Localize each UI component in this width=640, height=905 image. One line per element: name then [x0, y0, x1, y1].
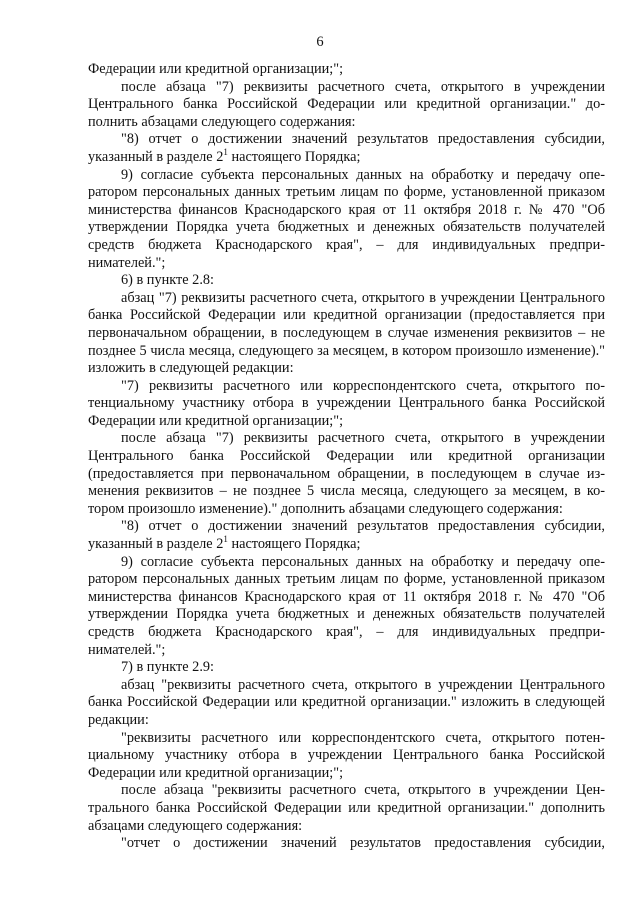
paragraph-text: Федерации или кредитной организации;"; — [88, 61, 344, 77]
paragraph-text: 9) согласие субъекта персональных данных на обработку и передачу оператором персональных данных третьим лицам по форме, установленной приказом министерства финансов Краснодарского края от 11 октября 2018 г. № 470 "Об утверждении Порядка учета бюджетных и денежных обязательств получателей средств бюджета Краснодарского края", – для индивидуальных предпринимателей."; — [88, 166, 605, 271]
paragraph-text: 9) согласие субъекта персональных данных на обработку и передачу оператором персональных данных третьим лицам по форме, установленной приказом министерства финансов Краснодарского края от 11 октября 2018 г. № 470 "Об утверждении Порядка учета бюджетных и денежных обязательств получателей средств бюджета Краснодарского края", – для индивидуальных предпринимателей."; — [88, 553, 605, 658]
paragraph-text: "отчет о достижении значений результатов предоставления субсидии, — [121, 835, 605, 852]
paragraph — [88, 677, 605, 730]
paragraph — [88, 659, 605, 677]
paragraph-text-continued: настоящего Порядка; — [227, 148, 361, 165]
paragraph — [88, 131, 605, 166]
paragraph — [88, 378, 605, 431]
paragraph-text: "7) реквизиты расчетного или корреспондентского счета, открытого потенциальному участнику отбора в учреждении Центрального банка Российской Федерации или кредитной организации;"; — [88, 377, 605, 429]
paragraph-text: после абзаца "реквизиты расчетного счета, открытого в учреждении Центрального банка Российской Федерации или кредитной организации." дополнить абзацами следующего содержания: — [88, 782, 605, 834]
paragraph-text: "8) отчет о достижении значений результатов предоставления субсидии, указанный в разделе 2 — [88, 518, 605, 553]
paragraph — [88, 430, 605, 518]
paragraph — [88, 730, 605, 783]
page-number: 6 — [316, 34, 324, 50]
paragraph-text: абзац "реквизиты расчетного счета, открытого в учреждении Центрального банка Российской Федерации или кредитной организации." изложить в следующей редакции: — [88, 676, 605, 728]
paragraph-text: абзац "7) реквизиты расчетного счета, открытого в учреждении Центрального банка Российской Федерации или кредитной организации (предоставляется при первоначальном обращении, в последующем в случае изменения реквизитов – не позднее 5 числа месяца, следующего за месяцем, в котором произошло изменение)." изложить в следующей редакции: — [88, 289, 605, 377]
paragraph-text-continued: настоящего Порядка; — [227, 536, 361, 553]
paragraph-text: "реквизиты расчетного или корреспондентского счета, открытого потенциальному участнику отбора в учреждении Центрального банка Российской Федерации или кредитной организации;"; — [88, 729, 605, 781]
paragraph — [88, 167, 605, 273]
superscript: 1 — [223, 146, 228, 157]
paragraph-text: после абзаца "7) реквизиты расчетного счета, открытого в учреждении Центрального банка Российской Федерации или кредитной организации." дополнить абзацами следующего содержания: — [88, 78, 605, 130]
paragraph-text: 7) в пункте 2.9: — [121, 659, 215, 676]
paragraph — [88, 554, 605, 660]
paragraph — [88, 782, 605, 835]
paragraph — [88, 290, 605, 378]
superscript: 1 — [223, 534, 228, 545]
paragraph-text: после абзаца "7) реквизиты расчетного счета, открытого в учреждении Центрального банка Российской Федерации или кредитной организации (предоставляется при первоначальном обращении, в последующем в случае изменения реквизитов – не позднее 5 числа месяца, следующего за месяцем, в котором произошло изменение)." дополнить абзацами следующего содержания: — [88, 430, 605, 517]
paragraph — [88, 61, 605, 79]
paragraph — [88, 518, 605, 553]
paragraph — [88, 79, 605, 132]
paragraph-text: 6) в пункте 2.8: — [121, 272, 215, 289]
paragraph — [88, 835, 605, 853]
document-body — [88, 61, 605, 853]
paragraph — [88, 272, 605, 290]
paragraph-text: "8) отчет о достижении значений результатов предоставления субсидии, указанный в разделе 2 — [88, 131, 605, 165]
